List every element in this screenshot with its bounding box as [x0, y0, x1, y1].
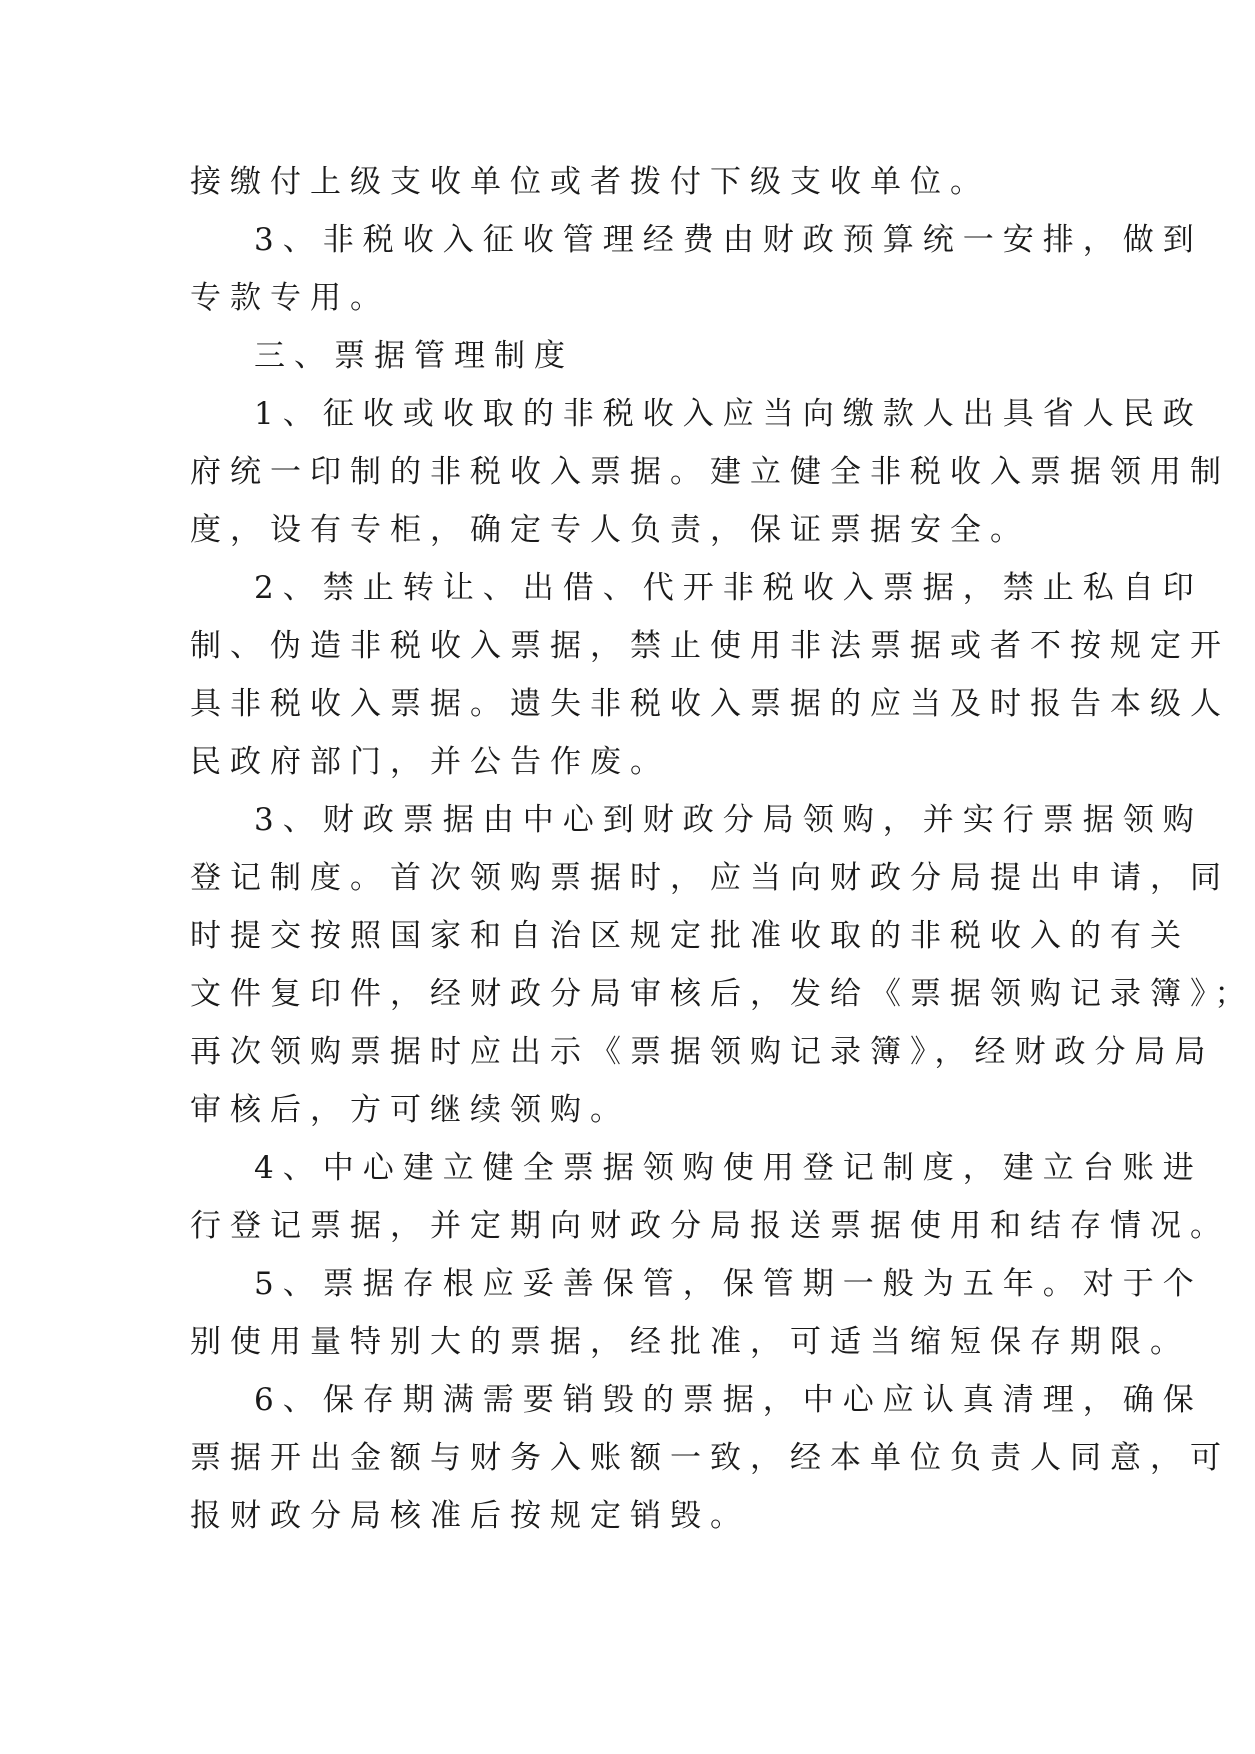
receipt-item-5-line-1: 5、票据存根应妥善保管，保管期一般为五年。对于个 [254, 1266, 1203, 1302]
receipt-item-4-line-2: 行登记票据，并定期向财政分局报送票据使用和结存情况。 [190, 1208, 1230, 1244]
receipt-item-3-line-2: 登记制度。首次领购票据时，应当向财政分局提出申请，同 [190, 860, 1230, 896]
body-line-1: 接缴付上级支收单位或者拨付下级支收单位。 [190, 164, 990, 200]
receipt-item-6-line-3: 报财政分局核准后按规定销毁。 [190, 1498, 750, 1534]
receipt-item-5-line-2: 别使用量特别大的票据，经批准，可适当缩短保存期限。 [190, 1324, 1190, 1360]
receipt-item-1-line-1: 1、征收或收取的非税收入应当向缴款人出具省人民政 [254, 396, 1203, 432]
receipt-item-1-line-3: 度，设有专柜，确定专人负责，保证票据安全。 [190, 512, 1030, 548]
receipt-item-3-line-1: 3、财政票据由中心到财政分局领购，并实行票据领购 [254, 802, 1203, 838]
receipt-item-3-line-3: 时提交按照国家和自治区规定批准收取的非税收入的有关 [190, 918, 1190, 954]
paragraph-3-funding-line-1: 3、非税收入征收管理经费由财政预算统一安排，做到 [254, 222, 1203, 258]
receipt-item-4-line-1: 4、中心建立健全票据领购使用登记制度，建立台账进 [254, 1150, 1203, 1186]
receipt-item-2-line-4: 民政府部门，并公告作废。 [190, 744, 670, 780]
paragraph-3-funding-line-2: 专款专用。 [190, 280, 390, 316]
receipt-item-3-line-6: 审核后，方可继续领购。 [190, 1092, 630, 1128]
receipt-item-3-line-5: 再次领购票据时应出示《票据领购记录簿》，经财政分局局 [190, 1034, 1215, 1070]
receipt-item-3-line-4: 文件复印件，经财政分局审核后，发给《票据领购记录簿》； [190, 976, 1255, 1012]
receipt-item-6-line-2: 票据开出金额与财务入账额一致，经本单位负责人同意，可 [190, 1440, 1230, 1476]
receipt-item-2-line-2: 制、伪造非税收入票据，禁止使用非法票据或者不按规定开 [190, 628, 1230, 664]
receipt-item-6-line-1: 6、保存期满需要销毁的票据，中心应认真清理，确保 [254, 1382, 1203, 1418]
receipt-item-1-line-2: 府统一印制的非税收入票据。建立健全非税收入票据领用制 [190, 454, 1230, 490]
receipt-item-2-line-3: 具非税收入票据。遗失非税收入票据的应当及时报告本级人 [190, 686, 1230, 722]
receipt-item-2-line-1: 2、禁止转让、出借、代开非税收入票据，禁止私自印 [254, 570, 1203, 606]
section-heading-receipts: 三、票据管理制度 [254, 338, 574, 374]
